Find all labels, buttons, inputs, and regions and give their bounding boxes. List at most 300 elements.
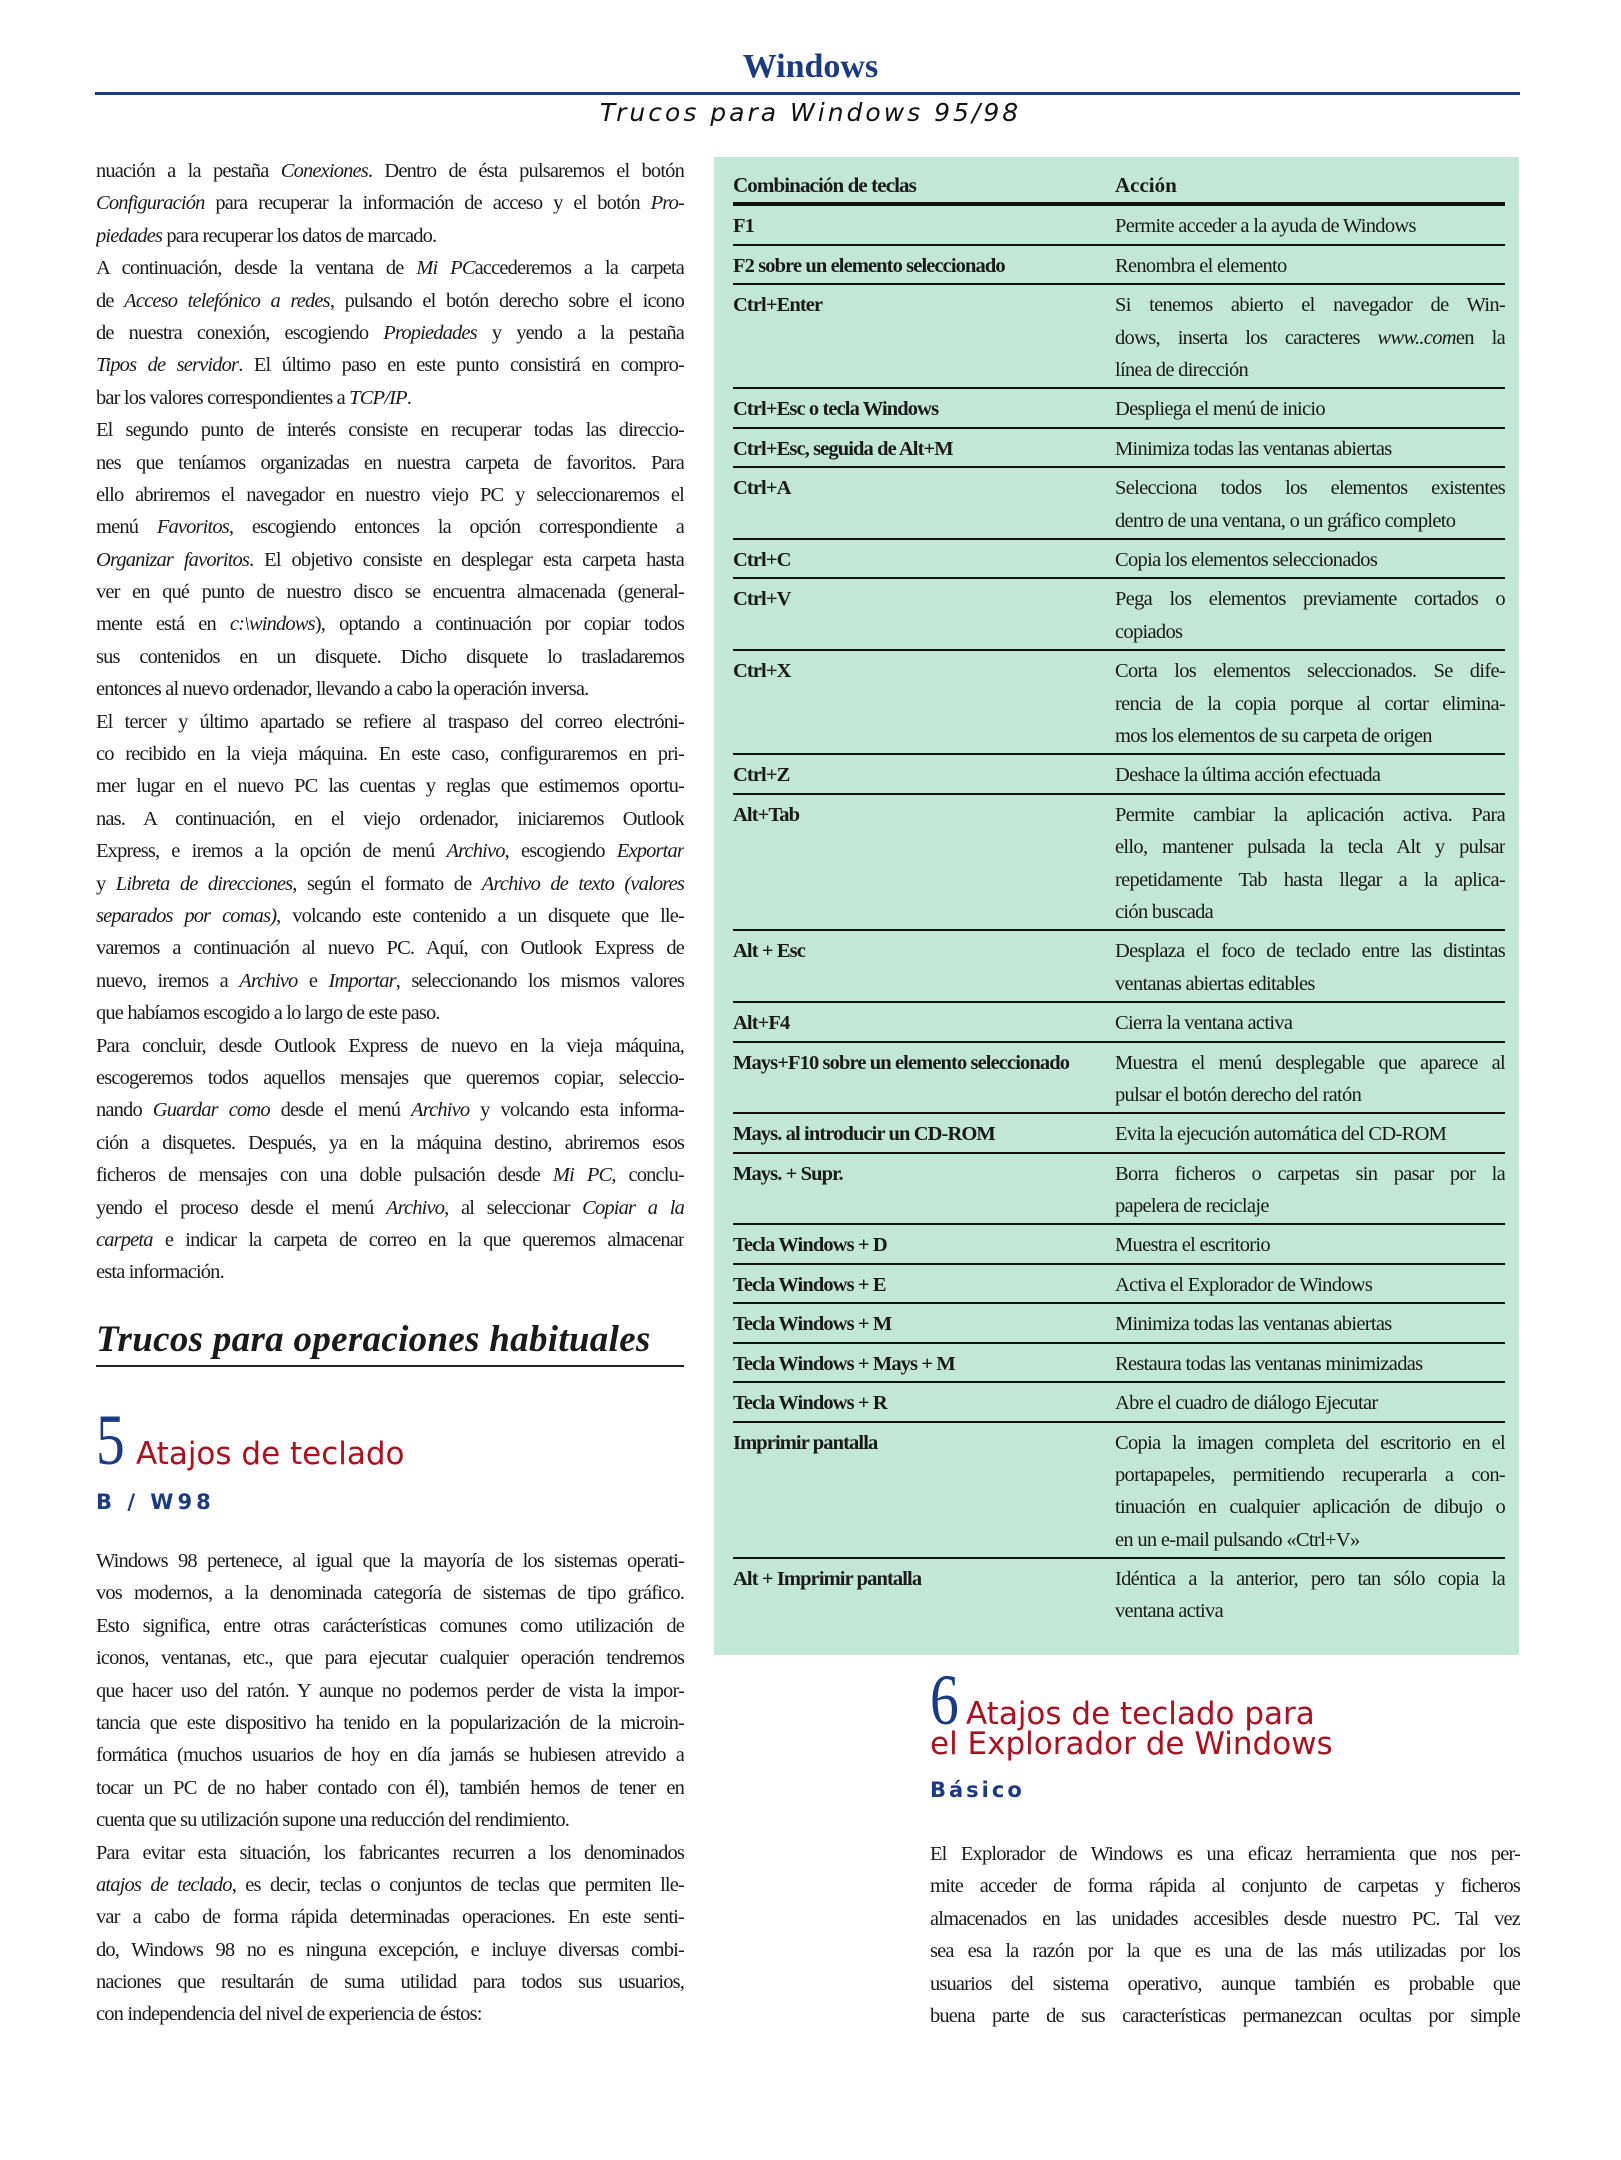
- shortcut-table: [714, 157, 1519, 1655]
- text-line: [1115, 1229, 1505, 1261]
- table-row: [733, 206, 1505, 245]
- tip-5-heading: [96, 1400, 405, 1480]
- column-header-action: Acción: [1115, 173, 1177, 197]
- table-row: [733, 1265, 1505, 1304]
- text-segment: Para concluir, desde Outlook Express de nuevo en la vieja máquina,: [96, 1034, 684, 1057]
- text-line: [1115, 688, 1505, 720]
- text-segment: pulsar el botón derecho del ratón: [1115, 1083, 1362, 1106]
- text-line: [96, 900, 684, 932]
- table-row: [733, 1003, 1505, 1042]
- text-segment: El segundo punto de interés consiste en recuperar todas las direccio-: [96, 419, 684, 442]
- text-line: [1115, 210, 1505, 242]
- text-line: [1115, 322, 1505, 354]
- text-line: [96, 1901, 684, 1933]
- shortcut-keys: Alt+F4: [733, 1012, 790, 1035]
- text-line: [1115, 1427, 1505, 1459]
- text-line: [1115, 864, 1505, 896]
- text-segment: e indicar la carpeta de correo en la que queremos almacenar: [152, 1228, 684, 1251]
- table-row: [733, 285, 1505, 389]
- text-segment: esta información.: [96, 1261, 224, 1284]
- text-line: [96, 1707, 684, 1739]
- text-line: [96, 576, 684, 608]
- italic-term: Favoritos: [156, 516, 229, 539]
- section-title: Trucos para operaciones habituales: [96, 1318, 684, 1367]
- text-line: [96, 803, 684, 835]
- text-segment: Windows 98 pertenece, al igual que la mayoría de los sistemas operati-: [96, 1550, 684, 1572]
- text-segment: entonces al nuevo ordenador, llevando a cabo la operación inversa.: [96, 678, 589, 701]
- text-segment: ción a disquetes. Después, ya en la máquina destino, abriremos esos: [96, 1131, 684, 1154]
- table-row: [733, 1344, 1505, 1383]
- text-segment: tancia que este dispositivo ha tenido en la popularización de la microin-: [96, 1711, 684, 1734]
- italic-term: piedades: [96, 224, 163, 247]
- shortcut-keys: Tecla Windows + E: [733, 1273, 886, 1296]
- text-segment: con independencia del nivel de experiencia de éstos:: [96, 2003, 482, 2026]
- text-segment: iconos, ventanas, etc., que para ejecutar cualquier operación tendremos: [96, 1647, 684, 1670]
- shortcut-action: [1115, 1158, 1505, 1223]
- text-segment: , escogiendo: [504, 840, 617, 863]
- text-segment: repetidamente Tab hasta llegar a la aplica-: [1115, 868, 1505, 891]
- text-line: [96, 252, 684, 284]
- text-segment: , escogiendo entonces la opción correspondiente a: [228, 516, 684, 539]
- text-segment: co recibido en la vieja máquina. En este caso, configuraremos en pri-: [96, 743, 684, 766]
- text-segment: papelera de reciclaje: [1115, 1195, 1269, 1218]
- text-segment: ello, mantener pulsada la tecla Alt y pulsar: [1115, 836, 1505, 859]
- table-header-row: [733, 165, 1505, 206]
- text-segment: . El objetivo consiste en desplegar esta carpeta hasta: [249, 548, 684, 571]
- text-segment: y volcando esta informa-: [469, 1099, 684, 1122]
- text-line: [1115, 1118, 1505, 1150]
- table-row: [733, 931, 1505, 1003]
- text-line: [1115, 1459, 1505, 1491]
- text-line: [1115, 1563, 1505, 1595]
- text-segment: Selecciona todos los elementos existentes: [1115, 477, 1505, 500]
- shortcut-action: [1115, 289, 1505, 386]
- italic-term: Exportar: [616, 840, 684, 863]
- text-line: [1115, 1007, 1505, 1039]
- text-segment: de: [96, 289, 125, 312]
- text-segment: Deshace la última acción efectuada: [1115, 764, 1381, 787]
- text-segment: dows, inserta los caracteres: [1115, 326, 1378, 349]
- table-row: [733, 540, 1505, 579]
- text-segment: Muestra el escritorio: [1115, 1234, 1270, 1257]
- text-segment: , al seleccionar: [444, 1196, 583, 1219]
- shortcut-action: [1115, 472, 1505, 537]
- text-segment: rencia de la copia porque al cortar elimina-: [1115, 692, 1505, 715]
- text-segment: de nuestra conexión, escogiendo: [96, 321, 384, 344]
- text-line: [1115, 1190, 1505, 1222]
- text-line: [1115, 505, 1505, 537]
- text-line: [96, 706, 684, 738]
- text-segment: Si tenemos abierto el navegador de Win-: [1115, 294, 1505, 317]
- italic-term: Archivo: [239, 969, 298, 992]
- table-row: [733, 246, 1505, 285]
- shortcut-action: [1115, 1563, 1505, 1628]
- text-line: [96, 1192, 684, 1224]
- text-segment: sus contenidos en un disquete. Dicho disquete lo trasladaremos: [96, 645, 684, 668]
- text-line: [1115, 1524, 1505, 1556]
- shortcut-action: [1115, 1269, 1505, 1301]
- text-line: [1115, 250, 1505, 282]
- text-segment: Para evitar esta situación, los fabricantes recurren a los denominados: [96, 1841, 684, 1864]
- text-segment: sea esa la razón por la que es una de las más utilizadas por los: [930, 1940, 1520, 1963]
- text-segment: . El último paso en este punto consistirá en compro-: [238, 354, 684, 377]
- text-segment: vos modernos, a la denominada categoría de sistemas de tipo gráfico.: [96, 1582, 684, 1605]
- text-line: [96, 1804, 684, 1836]
- shortcut-action: [1115, 433, 1505, 465]
- text-segment: buena parte de sus características permanezcan ocultas por simple: [930, 2004, 1520, 2027]
- shortcut-action: [1115, 1118, 1505, 1150]
- shortcut-keys: Ctrl+A: [733, 477, 791, 500]
- text-segment: Abre el cuadro de diálogo Ejecutar: [1115, 1392, 1378, 1415]
- shortcut-keys: Mays. + Supr.: [733, 1162, 843, 1185]
- text-line: [96, 479, 684, 511]
- table-row: [733, 1225, 1505, 1264]
- italic-term: Acceso telefónico a redes: [124, 289, 330, 312]
- text-line: [1115, 1387, 1505, 1419]
- text-line: [96, 608, 684, 640]
- shortcut-action: [1115, 1427, 1505, 1557]
- table-row: [733, 795, 1505, 932]
- shortcut-action: [1115, 210, 1505, 242]
- shortcut-keys: Tecla Windows + D: [733, 1234, 887, 1257]
- text-line: [96, 1256, 684, 1288]
- text-line: [96, 932, 684, 964]
- table-row: [733, 1043, 1505, 1115]
- intro-text-column: [96, 155, 684, 1289]
- italic-term: Archivo de texto (valores: [481, 872, 684, 895]
- text-segment: línea de dirección: [1115, 359, 1249, 381]
- text-segment: mer lugar en el nuevo PC las cuentas y reglas que estimemos oportu-: [96, 775, 684, 798]
- text-segment: naciones que resultarán de suma utilidad para todos sus usuarios,: [96, 1971, 684, 1994]
- running-header-subtitle: Trucos para Windows 95/98: [599, 98, 1022, 127]
- text-segment: ficheros de mensajes con una doble pulsación desde: [96, 1164, 553, 1187]
- text-segment: Pega los elementos previamente cortados o: [1115, 588, 1505, 611]
- text-segment: El tercer y último apartado se refiere al traspaso del correo electróni-: [96, 710, 684, 733]
- italic-term: Mi PC: [552, 1164, 612, 1187]
- italic-term: TCP/IP: [349, 386, 407, 409]
- text-line: [96, 1772, 684, 1804]
- text-line: [96, 738, 684, 770]
- shortcut-action: [1115, 935, 1505, 1000]
- text-segment: , según el formato de: [292, 872, 482, 895]
- text-segment: ventana activa: [1115, 1600, 1224, 1623]
- text-line: [96, 544, 684, 576]
- text-segment: nas. A continuación, en el viejo ordenador, iniciaremos Outlook: [96, 807, 684, 830]
- text-line: [96, 187, 684, 219]
- text-line: [1115, 393, 1505, 425]
- running-header-title: Windows: [742, 48, 879, 85]
- shortcut-keys: Imprimir pantalla: [733, 1431, 878, 1454]
- table-row: [733, 651, 1505, 755]
- shortcut-action: [1115, 544, 1505, 576]
- text-line: [96, 1869, 684, 1901]
- text-segment: Permite cambiar la aplicación activa. Para: [1115, 803, 1505, 826]
- text-line: [96, 447, 684, 479]
- text-segment: Copia la imagen completa del escritorio en el: [1115, 1431, 1505, 1454]
- tip-number: 6: [930, 1660, 959, 1740]
- shortcut-keys: Ctrl+Esc o tecla Windows: [733, 398, 939, 421]
- shortcut-keys: Ctrl+Enter: [733, 294, 823, 317]
- shortcut-keys: Ctrl+X: [733, 660, 791, 683]
- text-line: [1115, 1047, 1505, 1079]
- text-segment: y yendo a la pestaña: [476, 321, 684, 344]
- tip-6-heading: [930, 1660, 1333, 1762]
- italic-term: Configuración: [96, 192, 205, 215]
- text-line: [1115, 1348, 1505, 1380]
- text-segment: escogeremos todos aquellos mensajes que queremos copiar, seleccio-: [96, 1066, 684, 1089]
- text-segment: Minimiza todas las ventanas abiertas: [1115, 1313, 1392, 1336]
- table-row: [733, 1154, 1505, 1226]
- shortcut-keys: Alt + Esc: [733, 940, 805, 963]
- text-line: [96, 1610, 684, 1642]
- italic-term: www..com: [1377, 326, 1456, 349]
- text-line: [96, 1062, 684, 1094]
- text-segment: Despliega el menú de inicio: [1115, 398, 1325, 421]
- text-line: [96, 155, 684, 187]
- shortcut-keys: Alt+Tab: [733, 803, 800, 826]
- text-segment: Esto significa, entre otras carácterísticas comunes como utilización de: [96, 1614, 684, 1637]
- column-header-keys: Combinación de teclas: [733, 173, 916, 197]
- text-segment: formática (muchos usuarios de hoy en día jamás se hubiesen atrevido a: [96, 1744, 684, 1767]
- text-line: [96, 317, 684, 349]
- table-row: [733, 1304, 1505, 1343]
- table-body: [733, 206, 1505, 1628]
- shortcut-keys: F1: [733, 215, 754, 238]
- text-line: [930, 1968, 1520, 2000]
- text-segment: Evita la ejecución automática del CD-ROM: [1115, 1123, 1447, 1146]
- shortcut-keys: Ctrl+V: [733, 588, 791, 611]
- text-segment: e: [297, 969, 329, 992]
- tip-number: 5: [96, 1400, 125, 1480]
- text-line: [930, 1838, 1520, 1870]
- italic-term: carpeta: [96, 1228, 153, 1251]
- text-line: [1115, 759, 1505, 791]
- text-segment: tocar un PC de no haber contado con él), también hemos de tener en: [96, 1776, 684, 1799]
- text-line: [1115, 1491, 1505, 1523]
- shortcut-keys: Mays+F10 sobre un elemento seleccionado: [733, 1051, 1070, 1074]
- text-line: [96, 1675, 684, 1707]
- text-line: [1115, 1269, 1505, 1301]
- text-line: [1115, 1595, 1505, 1627]
- text-line: [1115, 968, 1505, 1000]
- text-segment: para recuperar la información de acceso y el botón: [204, 192, 651, 215]
- text-line: [96, 1545, 684, 1577]
- text-line: [1115, 935, 1505, 967]
- text-segment: que hacer uso del ratón. Y aunque no podemos perder de vista la impor-: [96, 1679, 684, 1702]
- shortcut-action: [1115, 1387, 1505, 1419]
- text-segment: cuenta que su utilización supone una reducción del rendimiento.: [96, 1809, 570, 1832]
- text-segment: Corta los elementos seleccionados. Se dife-: [1115, 660, 1505, 683]
- text-segment: Desplaza el foco de teclado entre las distintas: [1115, 940, 1505, 963]
- shortcut-keys: F2 sobre un elemento seleccionado: [733, 254, 1005, 277]
- text-line: [96, 349, 684, 381]
- italic-term: Copiar a la: [582, 1196, 684, 1219]
- italic-term: Guardar como: [152, 1099, 270, 1122]
- text-segment: El Explorador de Windows es una eficaz herramienta que nos per-: [930, 1843, 1520, 1865]
- tip-6-body: [930, 1838, 1520, 2032]
- text-segment: . Dentro de ésta pulsaremos el botón: [367, 160, 684, 182]
- text-segment: Cierra la ventana activa: [1115, 1012, 1293, 1035]
- text-segment: mite acceder de forma rápida al conjunto de carpetas y ficheros: [930, 1875, 1520, 1898]
- text-segment: bar los valores correspondientes a: [96, 386, 350, 409]
- text-segment: Activa el Explorador de Windows: [1115, 1273, 1373, 1296]
- text-segment: , pulsando el botón derecho sobre el icono: [329, 289, 684, 312]
- table-row: [733, 1559, 1505, 1629]
- text-line: [96, 1127, 684, 1159]
- text-segment: do, Windows 98 no es ninguna excepción, e incluye diversas combi-: [96, 1938, 684, 1961]
- text-segment: Muestra el menú desplegable que aparece al: [1115, 1051, 1505, 1074]
- text-segment: mos los elementos de su carpeta de origen: [1115, 724, 1432, 747]
- text-line: [96, 673, 684, 705]
- text-line: [1115, 583, 1505, 615]
- text-segment: tinuación en cualquier aplicación de dibujo o: [1115, 1496, 1505, 1519]
- text-line: [930, 1935, 1520, 1967]
- shortcut-action: [1115, 1308, 1505, 1340]
- tip-5-body: [96, 1545, 684, 2031]
- shortcut-action: [1115, 393, 1505, 425]
- table-row: [733, 755, 1505, 794]
- text-segment: , conclu-: [611, 1164, 684, 1187]
- text-line: [1115, 433, 1505, 465]
- text-segment: , seleccionando los mismos valores: [395, 969, 684, 992]
- text-segment: que habíamos escogido a lo largo de este paso.: [96, 1002, 440, 1025]
- text-segment: copiados: [1115, 620, 1183, 643]
- tip-title-line-1: Atajos de teclado para: [966, 1696, 1315, 1732]
- text-line: [1115, 289, 1505, 321]
- italic-term: atajos de teclado: [96, 1873, 232, 1896]
- text-line: [96, 1837, 684, 1869]
- text-segment: Minimiza todas las ventanas abiertas: [1115, 437, 1392, 460]
- italic-term: Propiedades: [383, 321, 477, 344]
- text-line: [96, 285, 684, 317]
- text-segment: desde el menú: [269, 1099, 412, 1122]
- text-segment: var a cabo de forma rápida determinadas operaciones. En este senti-: [96, 1906, 684, 1929]
- text-line: [1115, 1308, 1505, 1340]
- text-line: [96, 1739, 684, 1771]
- text-segment: Restaura todas las ventanas minimizadas: [1115, 1352, 1423, 1375]
- text-line: [96, 1224, 684, 1256]
- shortcut-action: [1115, 1348, 1505, 1380]
- text-line: [1115, 1158, 1505, 1190]
- text-segment: ello abriremos el navegador en nuestro viejo PC y seleccionaremos el: [96, 483, 684, 506]
- text-line: [930, 2000, 1520, 2032]
- text-segment: usuarios del sistema operativo, aunque también es probable que: [930, 1972, 1520, 1995]
- text-line: [96, 770, 684, 802]
- text-line: [1115, 720, 1505, 752]
- text-line: [1115, 472, 1505, 504]
- italic-term: Archivo: [411, 1099, 470, 1122]
- text-segment: portapapeles, permitiendo recuperarla a con-: [1115, 1463, 1505, 1486]
- table-row: [733, 468, 1505, 540]
- text-line: [96, 1966, 684, 1998]
- text-line: [96, 382, 684, 414]
- text-segment: para recuperar los datos de marcado.: [162, 224, 437, 247]
- text-line: [1115, 896, 1505, 928]
- text-segment: dentro de una ventana, o un gráfico completo: [1115, 509, 1456, 532]
- italic-term: Archivo: [446, 840, 505, 863]
- text-segment: A continuación, desde la ventana de: [96, 257, 417, 280]
- shortcut-keys: Tecla Windows + M: [733, 1313, 892, 1336]
- text-line: [1115, 616, 1505, 648]
- text-segment: .: [406, 386, 411, 409]
- italic-term: Archivo: [385, 1196, 445, 1219]
- shortcut-keys: Ctrl+C: [733, 548, 791, 571]
- italic-term: Mi PC: [416, 257, 475, 280]
- text-line: [96, 1998, 684, 2030]
- text-line: [1115, 1079, 1505, 1111]
- text-segment: Express, e iremos a la opción de menú: [96, 840, 447, 863]
- shortcut-keys: Tecla Windows + R: [733, 1392, 887, 1415]
- table-row: [733, 1114, 1505, 1153]
- shortcut-action: [1115, 799, 1505, 929]
- text-segment: en la: [1455, 326, 1505, 349]
- shortcut-keys: Ctrl+Esc, seguida de Alt+M: [733, 437, 953, 460]
- tip-title-line-2: el Explorador de Windows: [930, 1726, 1333, 1762]
- text-segment: y: [96, 872, 116, 895]
- text-segment: varemos a continuación al nuevo PC. Aquí, con Outlook Express de: [96, 937, 684, 960]
- text-segment: , es decir, teclas o conjuntos de teclas que permiten lle-: [231, 1873, 684, 1896]
- text-segment: accederemos a la carpeta: [474, 257, 684, 280]
- text-line: [1115, 655, 1505, 687]
- text-line: [96, 220, 684, 252]
- shortcut-keys: Alt + Imprimir pantalla: [733, 1568, 922, 1591]
- italic-term: c:\windows: [229, 613, 315, 636]
- text-segment: ventanas abiertas editables: [1115, 972, 1315, 995]
- text-line: [96, 1577, 684, 1609]
- text-segment: en un e-mail pulsando «Ctrl+V»: [1115, 1528, 1360, 1551]
- italic-term: separados por comas): [96, 904, 277, 927]
- text-segment: nes que teníamos organizadas en nuestra carpeta de favoritos. Para: [96, 451, 684, 474]
- table-row: [733, 389, 1505, 428]
- text-line: [1115, 831, 1505, 863]
- text-segment: Idéntica a la anterior, pero tan sólo copia la: [1115, 1568, 1505, 1591]
- text-line: [96, 835, 684, 867]
- italic-term: Conexiones: [280, 160, 368, 182]
- shortcut-action: [1115, 1047, 1505, 1112]
- text-segment: nuación a la pestaña: [96, 160, 281, 182]
- text-segment: nando: [96, 1099, 153, 1122]
- text-segment: Copia los elementos seleccionados: [1115, 548, 1378, 571]
- text-line: [96, 641, 684, 673]
- text-line: [1115, 544, 1505, 576]
- text-line: [96, 1934, 684, 1966]
- italic-term: Pro-: [650, 192, 684, 215]
- text-line: [96, 965, 684, 997]
- shortcut-action: [1115, 250, 1505, 282]
- header-rule: [95, 92, 1520, 95]
- text-segment: almacenados en las unidades accesibles desde nuestro PC. Tal vez: [930, 1907, 1520, 1930]
- tip-title: Atajos de teclado: [136, 1436, 405, 1472]
- italic-term: Libreta de direcciones: [115, 872, 293, 895]
- text-segment: Permite acceder a la ayuda de Windows: [1115, 215, 1416, 238]
- text-line: [96, 1642, 684, 1674]
- shortcut-keys: Mays. al introducir un CD-ROM: [733, 1123, 995, 1146]
- text-segment: menú: [96, 516, 157, 539]
- italic-term: Tipos de servidor: [96, 354, 239, 377]
- tip-category: Básico: [930, 1778, 1025, 1802]
- shortcut-keys: Tecla Windows + Mays + M: [733, 1352, 955, 1375]
- text-segment: Renombra el elemento: [1115, 254, 1287, 277]
- table-row: [733, 429, 1505, 468]
- text-line: [96, 414, 684, 446]
- text-segment: ver en qué punto de nuestro disco se encuentra almacenada (general-: [96, 581, 684, 604]
- table-row: [733, 1383, 1505, 1422]
- shortcut-action: [1115, 1229, 1505, 1261]
- shortcut-keys: Ctrl+Z: [733, 764, 790, 787]
- text-line: [1115, 799, 1505, 831]
- shortcut-action: [1115, 655, 1505, 752]
- text-segment: ción buscada: [1115, 900, 1214, 923]
